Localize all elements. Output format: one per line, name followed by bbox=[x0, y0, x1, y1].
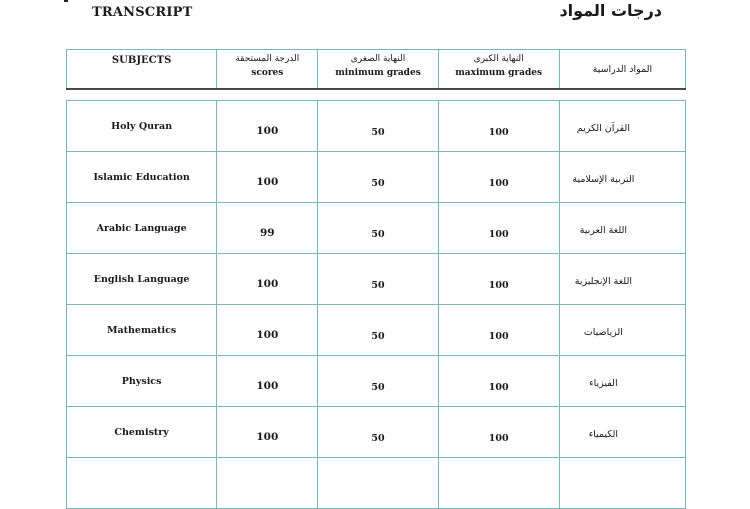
score-value: 100 bbox=[256, 379, 279, 392]
score-value: 100 bbox=[256, 277, 279, 290]
subject-ar: الرياضيات bbox=[583, 326, 623, 338]
minimum-value: 50 bbox=[371, 381, 385, 393]
minimum-value: 50 bbox=[371, 279, 385, 291]
score-value: 100 bbox=[256, 328, 279, 341]
subject-ar: الفيزياء bbox=[589, 377, 618, 389]
header-maximum bbox=[438, 50, 559, 90]
subject-en: English Language bbox=[93, 273, 190, 285]
top-edge-mark bbox=[64, 0, 68, 2]
maximum-en-label: maximum grades bbox=[455, 68, 543, 78]
subjects-en-label: SUBJECTS bbox=[111, 55, 172, 66]
header-minimum bbox=[318, 50, 438, 90]
transcript-title-arabic: درجات المواد bbox=[559, 1, 662, 20]
table-row-partial bbox=[67, 458, 686, 509]
maximum-value: 100 bbox=[488, 177, 509, 189]
minimum-value: 50 bbox=[371, 126, 385, 138]
transcript-title: TRANSCRIPT bbox=[92, 5, 193, 20]
maximum-ar-label: النهاية الكبرى bbox=[473, 54, 524, 64]
minimum-value: 50 bbox=[371, 432, 385, 444]
minimum-ar-label: النهاية الصغرى bbox=[350, 54, 406, 64]
subject-en: Physics bbox=[121, 375, 162, 387]
grades-table-body bbox=[67, 89, 686, 509]
minimum-value: 50 bbox=[371, 177, 385, 189]
grades-table-header bbox=[67, 50, 686, 90]
header-subjects-ar bbox=[559, 50, 685, 90]
subject-en: Holy Quran bbox=[111, 120, 173, 132]
subject-ar: اللغة الإنجليزية bbox=[574, 275, 632, 287]
scores-ar-label: الدرجة المستحقة bbox=[235, 54, 300, 64]
header-subjects-en bbox=[67, 50, 217, 90]
subject-ar: اللغة العربية bbox=[579, 224, 628, 236]
minimum-value: 50 bbox=[371, 228, 385, 240]
subject-en: Arabic Language bbox=[96, 222, 187, 234]
table-row bbox=[67, 254, 686, 305]
maximum-value: 100 bbox=[488, 432, 509, 444]
subject-ar: القرآن الكريم bbox=[576, 122, 630, 134]
maximum-value: 100 bbox=[488, 330, 509, 342]
scores-en-label: scores bbox=[251, 68, 284, 78]
score-value: 100 bbox=[256, 430, 279, 443]
subject-en: Islamic Education bbox=[93, 171, 190, 183]
table-row bbox=[67, 152, 686, 203]
header-row bbox=[67, 50, 686, 90]
table-row bbox=[67, 101, 686, 152]
header-scores bbox=[217, 50, 318, 90]
score-value: 100 bbox=[256, 124, 279, 137]
spacer-row bbox=[67, 89, 686, 101]
score-value: 99 bbox=[260, 226, 275, 239]
maximum-value: 100 bbox=[488, 381, 509, 393]
maximum-value: 100 bbox=[488, 126, 509, 138]
subject-en: Chemistry bbox=[114, 426, 169, 438]
table-row bbox=[67, 203, 686, 254]
score-value: 100 bbox=[256, 175, 279, 188]
grades-table bbox=[66, 49, 686, 509]
maximum-value: 100 bbox=[488, 279, 509, 291]
subject-en: Mathematics bbox=[106, 324, 177, 336]
minimum-value: 50 bbox=[371, 330, 385, 342]
table-row bbox=[67, 407, 686, 458]
maximum-value: 100 bbox=[488, 228, 509, 240]
subjects-ar-label: المواد الدراسية bbox=[592, 63, 653, 75]
table-row bbox=[67, 356, 686, 407]
subject-ar: التربية الإسلامية bbox=[572, 173, 635, 185]
subject-ar: الكيمياء bbox=[588, 428, 619, 440]
minimum-en-label: minimum grades bbox=[335, 68, 421, 78]
table-row bbox=[67, 305, 686, 356]
